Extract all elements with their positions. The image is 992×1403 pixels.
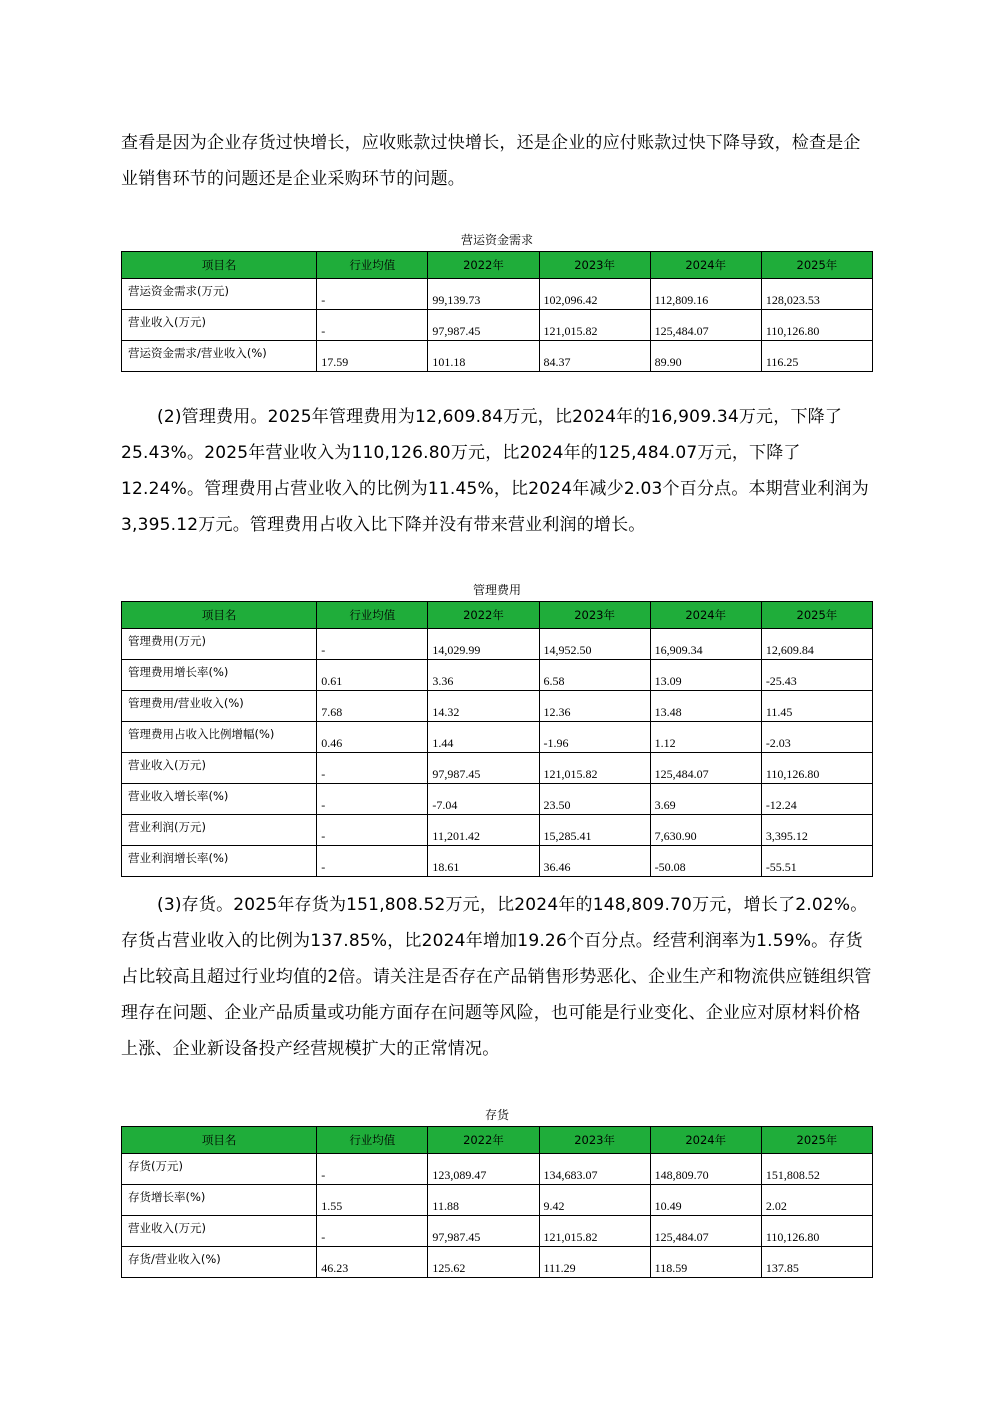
cell-value: 14,029.99	[432, 643, 481, 657]
table-header-row	[122, 252, 873, 279]
table-cell	[317, 1247, 428, 1278]
table-cell	[761, 660, 872, 691]
cell-value: 18.61	[432, 860, 460, 874]
table-row	[122, 629, 873, 660]
row-label: 营业收入(万元)	[122, 310, 317, 341]
table-cell	[428, 1247, 539, 1278]
table-cell	[317, 753, 428, 784]
table-cell	[539, 1154, 650, 1185]
column-header: 2023年	[539, 252, 650, 279]
table-cell	[650, 846, 761, 877]
cell-value: 110,126.80	[765, 1230, 820, 1244]
table-cell	[650, 753, 761, 784]
cell-value: 14,952.50	[543, 643, 592, 657]
table-cell	[539, 1216, 650, 1247]
cell-value: 128,023.53	[765, 293, 820, 307]
cell-value: -50.08	[654, 860, 686, 874]
table-cell	[428, 784, 539, 815]
table-cell	[317, 629, 428, 660]
table-row	[122, 310, 873, 341]
cell-value: 6.58	[543, 674, 565, 688]
table-row	[122, 660, 873, 691]
table-row	[122, 784, 873, 815]
cell-value: -	[321, 1230, 326, 1244]
table-cell	[761, 691, 872, 722]
row-label: 存货增长率(%)	[122, 1185, 317, 1216]
table-cell	[761, 629, 872, 660]
table-cell	[650, 310, 761, 341]
cell-value: 0.61	[321, 674, 343, 688]
row-label: 营运资金需求/营业收入(%)	[122, 341, 317, 372]
cell-value: 102,096.42	[543, 293, 598, 307]
cell-value: 16,909.34	[654, 643, 703, 657]
table-row	[122, 846, 873, 877]
cell-value: 123,089.47	[432, 1168, 487, 1182]
table-row	[122, 1247, 873, 1278]
cell-value: -12.24	[765, 798, 797, 812]
cell-value: 125.62	[432, 1261, 466, 1275]
cell-value: 121,015.82	[543, 1230, 598, 1244]
table-cell	[650, 1185, 761, 1216]
table-cell	[428, 341, 539, 372]
table-cell	[539, 341, 650, 372]
table-cell	[539, 660, 650, 691]
column-header: 2022年	[428, 602, 539, 629]
row-label: 营运资金需求(万元)	[122, 279, 317, 310]
row-label: 存货(万元)	[122, 1154, 317, 1185]
table-cell	[539, 1247, 650, 1278]
cell-value: 1.55	[321, 1199, 343, 1213]
cell-value: 125,484.07	[654, 324, 709, 338]
cell-value: 12.36	[543, 705, 571, 719]
cell-value: 36.46	[543, 860, 571, 874]
table-cell	[539, 753, 650, 784]
cell-value: 7,630.90	[654, 829, 697, 843]
table-row	[122, 753, 873, 784]
column-header: 行业均值	[317, 252, 428, 279]
cell-value: 118.59	[654, 1261, 688, 1275]
column-header: 2023年	[539, 602, 650, 629]
row-label: 营业利润(万元)	[122, 815, 317, 846]
table-cell	[761, 1154, 872, 1185]
table-cell	[317, 691, 428, 722]
cell-value: 89.90	[654, 355, 682, 369]
table-header-row	[122, 602, 873, 629]
cell-value: -	[321, 324, 326, 338]
admin-expense-text: (2)管理费用。2025年管理费用为12,609.84万元，比2024年的16,909.34万元，下降了25.43%。2025年营业收入为110,126.80万元，比2024年的125,484.07万元，下降了12.24%。管理费用占营业收入的比例为11.45%，比2024年减少2.03个百分点。本期营业利润为3,395.12万元。管理费用占收入比下降并没有带来营业利润的增长。	[121, 407, 869, 535]
intro-text: 查看是因为企业存货过快增长，应收账款过快增长，还是企业的应付账款过快下降导致，检查是企业销售环节的问题还是企业采购环节的问题。	[121, 133, 861, 189]
table-cell	[539, 846, 650, 877]
cell-value: 46.23	[321, 1261, 349, 1275]
column-header: 项目名	[122, 602, 317, 629]
cell-value: 84.37	[543, 355, 571, 369]
cell-value: -	[321, 860, 326, 874]
cell-value: 121,015.82	[543, 767, 598, 781]
row-label: 管理费用占收入比例增幅(%)	[122, 722, 317, 753]
column-header: 项目名	[122, 1127, 317, 1154]
table-cell	[428, 310, 539, 341]
table-cell	[761, 1185, 872, 1216]
table-cell	[428, 722, 539, 753]
table-cell	[539, 1185, 650, 1216]
inventory-text: (3)存货。2025年存货为151,808.52万元，比2024年的148,809.70万元，增长了2.02%。存货占营业收入的比例为137.85%，比2024年增加19.26个百分点。经营利润率为1.59%。存货占比较高且超过行业均值的2倍。请关注是否存在产品销售形势恶化、企业生产和物流供应链组织管理存在问题、企业产品质量或功能方面存在问题等风险，也可能是行业变化、企业应对原材料价格上涨、企业新设备投产经营规模扩大的正常情况。	[121, 895, 872, 1059]
table-row	[122, 1154, 873, 1185]
table-cell	[650, 815, 761, 846]
table-cell	[761, 753, 872, 784]
table-cell	[761, 279, 872, 310]
cell-value: -	[321, 643, 326, 657]
table-cell	[317, 1185, 428, 1216]
table-cell	[761, 341, 872, 372]
cell-value: -55.51	[765, 860, 797, 874]
table1-caption: 营运资金需求	[460, 233, 533, 247]
cell-value: 97,987.45	[432, 1230, 481, 1244]
cell-value: -	[321, 767, 326, 781]
cell-value: 17.59	[321, 355, 349, 369]
table-cell	[761, 815, 872, 846]
cell-value: 125,484.07	[654, 1230, 709, 1244]
column-header: 行业均值	[317, 602, 428, 629]
table-row	[122, 1216, 873, 1247]
cell-value: 110,126.80	[765, 767, 820, 781]
column-header: 2022年	[428, 252, 539, 279]
row-label: 存货/营业收入(%)	[122, 1247, 317, 1278]
table-cell	[428, 660, 539, 691]
table-cell	[428, 846, 539, 877]
table-cell	[650, 1247, 761, 1278]
table-working-capital	[121, 251, 873, 372]
cell-value: 1.12	[654, 736, 676, 750]
table-cell	[539, 815, 650, 846]
table-row	[122, 279, 873, 310]
table-cell	[317, 784, 428, 815]
table-cell	[428, 629, 539, 660]
table-cell	[317, 1216, 428, 1247]
table-cell	[539, 629, 650, 660]
cell-value: -1.96	[543, 736, 569, 750]
column-header: 2025年	[761, 602, 872, 629]
table-cell	[539, 691, 650, 722]
table-cell	[539, 722, 650, 753]
table-cell	[539, 784, 650, 815]
cell-value: 116.25	[765, 355, 799, 369]
table3-caption: 存货	[484, 1108, 509, 1122]
table-cell	[428, 815, 539, 846]
cell-value: -	[321, 829, 326, 843]
cell-value: 125,484.07	[654, 767, 709, 781]
table-cell	[650, 722, 761, 753]
table-cell	[650, 691, 761, 722]
cell-value: -2.03	[765, 736, 791, 750]
cell-value: 0.46	[321, 736, 343, 750]
column-header: 2022年	[428, 1127, 539, 1154]
table-cell	[317, 1154, 428, 1185]
cell-value: 3.36	[432, 674, 454, 688]
cell-value: 110,126.80	[765, 324, 820, 338]
cell-value: 23.50	[543, 798, 571, 812]
table2-caption: 管理费用	[472, 583, 521, 597]
table-cell	[317, 310, 428, 341]
cell-value: 13.48	[654, 705, 682, 719]
table-cell	[761, 310, 872, 341]
cell-value: 97,987.45	[432, 324, 481, 338]
cell-value: 15,285.41	[543, 829, 592, 843]
inventory-paragraph	[121, 887, 873, 1067]
cell-value: 121,015.82	[543, 324, 598, 338]
table-cell	[650, 341, 761, 372]
cell-value: -25.43	[765, 674, 797, 688]
cell-value: 11,201.42	[432, 829, 480, 843]
table-header-row	[122, 1127, 873, 1154]
table-cell	[761, 1216, 872, 1247]
cell-value: 10.49	[654, 1199, 682, 1213]
table-cell	[317, 341, 428, 372]
table-cell	[428, 1185, 539, 1216]
table-cell	[650, 279, 761, 310]
table-cell	[539, 279, 650, 310]
table-cell	[428, 753, 539, 784]
table-cell	[428, 691, 539, 722]
table-cell	[650, 660, 761, 691]
cell-value: -7.04	[432, 798, 458, 812]
cell-value: 101.18	[432, 355, 466, 369]
cell-value: -	[321, 293, 326, 307]
cell-value: 2.02	[765, 1199, 787, 1213]
table-cell	[428, 279, 539, 310]
table-inventory	[121, 1126, 873, 1278]
table-cell	[650, 1154, 761, 1185]
table-cell	[539, 310, 650, 341]
table-cell	[317, 722, 428, 753]
cell-value: 151,808.52	[765, 1168, 820, 1182]
table-row	[122, 815, 873, 846]
cell-value: 14.32	[432, 705, 460, 719]
table-cell	[761, 846, 872, 877]
table-cell	[428, 1216, 539, 1247]
cell-value: 11.88	[432, 1199, 459, 1213]
intro-paragraph	[121, 125, 873, 197]
column-header: 项目名	[122, 252, 317, 279]
cell-value: 137.85	[765, 1261, 799, 1275]
column-header: 2024年	[650, 602, 761, 629]
column-header: 行业均值	[317, 1127, 428, 1154]
table-admin-expense	[121, 601, 873, 877]
table-cell	[317, 815, 428, 846]
table-row	[122, 341, 873, 372]
table-cell	[761, 1247, 872, 1278]
row-label: 管理费用增长率(%)	[122, 660, 317, 691]
table-cell	[317, 846, 428, 877]
cell-value: -	[321, 1168, 326, 1182]
row-label: 营业收入增长率(%)	[122, 784, 317, 815]
table-cell	[650, 784, 761, 815]
table-cell	[317, 660, 428, 691]
cell-value: 13.09	[654, 674, 682, 688]
cell-value: 9.42	[543, 1199, 565, 1213]
table-cell	[428, 1154, 539, 1185]
table-cell	[761, 784, 872, 815]
cell-value: 11.45	[765, 705, 793, 719]
table-row	[122, 691, 873, 722]
cell-value: 99,139.73	[432, 293, 481, 307]
cell-value: 3,395.12	[765, 829, 808, 843]
row-label: 营业收入(万元)	[122, 753, 317, 784]
cell-value: 112,809.16	[654, 293, 709, 307]
table-cell	[761, 722, 872, 753]
table-cell	[650, 629, 761, 660]
row-label: 管理费用(万元)	[122, 629, 317, 660]
admin-expense-paragraph	[121, 399, 873, 543]
cell-value: 12,609.84	[765, 643, 814, 657]
cell-value: -	[321, 798, 326, 812]
row-label: 管理费用/营业收入(%)	[122, 691, 317, 722]
cell-value: 111.29	[543, 1261, 576, 1275]
row-label: 营业利润增长率(%)	[122, 846, 317, 877]
cell-value: 97,987.45	[432, 767, 481, 781]
column-header: 2025年	[761, 1127, 872, 1154]
cell-value: 148,809.70	[654, 1168, 709, 1182]
cell-value: 134,683.07	[543, 1168, 598, 1182]
column-header: 2023年	[539, 1127, 650, 1154]
table-cell	[317, 279, 428, 310]
cell-value: 3.69	[654, 798, 676, 812]
column-header: 2025年	[761, 252, 872, 279]
cell-value: 7.68	[321, 705, 343, 719]
row-label: 营业收入(万元)	[122, 1216, 317, 1247]
cell-value: 1.44	[432, 736, 454, 750]
table-cell	[650, 1216, 761, 1247]
column-header: 2024年	[650, 1127, 761, 1154]
table-row	[122, 722, 873, 753]
table-row	[122, 1185, 873, 1216]
column-header: 2024年	[650, 252, 761, 279]
